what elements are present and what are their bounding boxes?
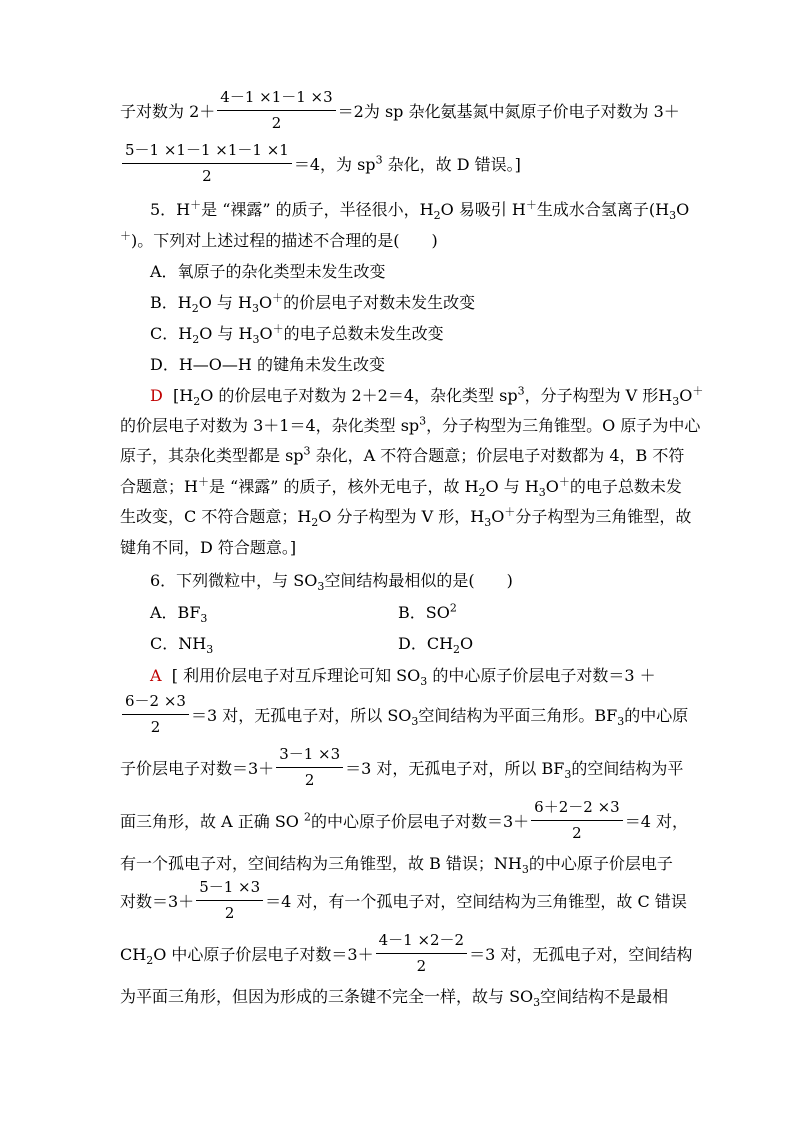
explanation-line: 合题意；H＋是 “裸露” 的质子，核外无电子，故 $H_2O$ 与 $H_3O^+$的电子总数未发 xyxy=(120,475,682,500)
explanation-line: $\frac{6-2 \times 3}{2}$ ＝3 对，无孤电子对，所以 $SO_3$空间结构为平面三角形。$BF_3$的中心原 xyxy=(120,694,676,744)
text-line: 子对数为 2＋ $\frac{4-1 \times 1-1 \times 3}{2}$ ＝2为 sp 杂化氨基氮中氮原子价电子对数为 3＋ xyxy=(120,88,680,132)
explanation-line: 原子，其杂化类型都是 $sp^3$ 杂化，A 不符合题意；价层电子对数都为 4，B 不符 xyxy=(120,444,685,465)
option-a: A．$BF_3$ xyxy=(150,603,208,626)
explanation-line: 键角不同，D 符合题意。] xyxy=(120,538,297,557)
explanation-line: 有一个孤电子对，空间结构为三角锥型，故 B 错误；$NH_3$的中心原子价层电子 xyxy=(120,854,673,877)
explanation-line: $CH_2O$ 中心原子价层电子对数＝3＋ $\frac{4-1 \times 2-2}{2}$ ＝3 对，无孤电子对，空间结构 xyxy=(120,931,693,975)
question-5-stem: 5．H＋是 “裸露” 的质子，半径很小，$H_2O$ 易吸引 H＋生成水合氢离子($H_3O$ xyxy=(150,198,690,223)
explanation-line: 生改变，C 不符合题意；$H_2O$ 分子构型为 V 形，$H_3O^+$分子构型为三角锥型，故 xyxy=(120,505,692,530)
option-d: D．$CH_2O$ xyxy=(398,634,474,657)
fraction: $\frac{4-1 \times 2-2}{2}$ xyxy=(376,931,468,976)
fraction: $\frac{5-1 \times 1-1 \times 1-1 \times 1}{2}$ xyxy=(122,141,292,186)
explanation-line: 的价层电子对数为 3＋1＝4，杂化类型 $sp^3$，分子构型为三角锥型。O 原子为中心 xyxy=(120,414,701,435)
option-a: A．氧原子的杂化类型未发生改变 xyxy=(150,262,386,281)
question-5-stem-cont: ＋)。下列对上述过程的描述不合理的是( ) xyxy=(120,229,438,250)
fraction: $\frac{4-1 \times 1-1 \times 3}{2}$ xyxy=(217,88,335,133)
text-line: $\frac{5-1 \times 1-1 \times 1-1 \times 1}{2}$ ＝4，为 $sp^3$ 杂化，故 D 错误。] xyxy=(120,143,676,193)
option-b: B．$H_2O$ 与 $H_3O^+$的价层电子对数未发生改变 xyxy=(150,291,476,316)
explanation-line: 子价层电子对数＝3＋ $\frac{3-1 \times 3}{2}$ ＝3 对，无孤电子对，所以 $BF_3$的空间结构为平 xyxy=(120,745,684,789)
explanation-line: 面三角形，故 A 正确 SO $^2$的中心原子价层电子对数＝3＋ $\frac{6+2-2 \times 3}{2}$ ＝4 对， xyxy=(120,798,688,842)
question-6-stem: 6．下列微粒中，与 $SO_3$空间结构最相似的是( ) xyxy=(150,571,513,594)
option-c: C．$NH_3$ xyxy=(150,634,214,657)
explanation-line: A [ 利用价层电子对互斥理论可知 $SO_3$ 的中心原子价层电子对数＝3 ＋ xyxy=(150,666,656,689)
option-c: C．$H_2O$ 与 $H_3O^+$的电子总数未发生改变 xyxy=(150,322,444,347)
explanation-line: 对数＝3＋ $\frac{5-1 \times 3}{2}$ ＝4 对，有一个孤电子对，空间结构为三角锥型，故 C 错误 xyxy=(120,878,687,922)
fraction: $\frac{6-2 \times 3}{2}$ xyxy=(122,692,189,737)
option-d: D．H—O—H 的键角未发生改变 xyxy=(150,355,385,374)
answer-letter: A xyxy=(150,666,162,685)
answer-letter: D xyxy=(150,386,163,405)
explanation-line: 为平面三角形，但因为形成的三条键不完全一样，故与 $SO_3$空间结构不是最相 xyxy=(120,987,669,1010)
explanation-line: D [$H_2O$ 的价层电子对数为 2＋2＝4，杂化类型 $sp^3$，分子构型为 V 形$H_3O^+$ xyxy=(150,384,704,409)
fraction: $\frac{5-1 \times 3}{2}$ xyxy=(196,878,263,923)
fraction: $\frac{3-1 \times 3}{2}$ xyxy=(276,745,343,790)
fraction: $\frac{6+2-2 \times 3}{2}$ xyxy=(531,798,623,843)
option-b: B．$SO^2$ xyxy=(398,601,457,622)
